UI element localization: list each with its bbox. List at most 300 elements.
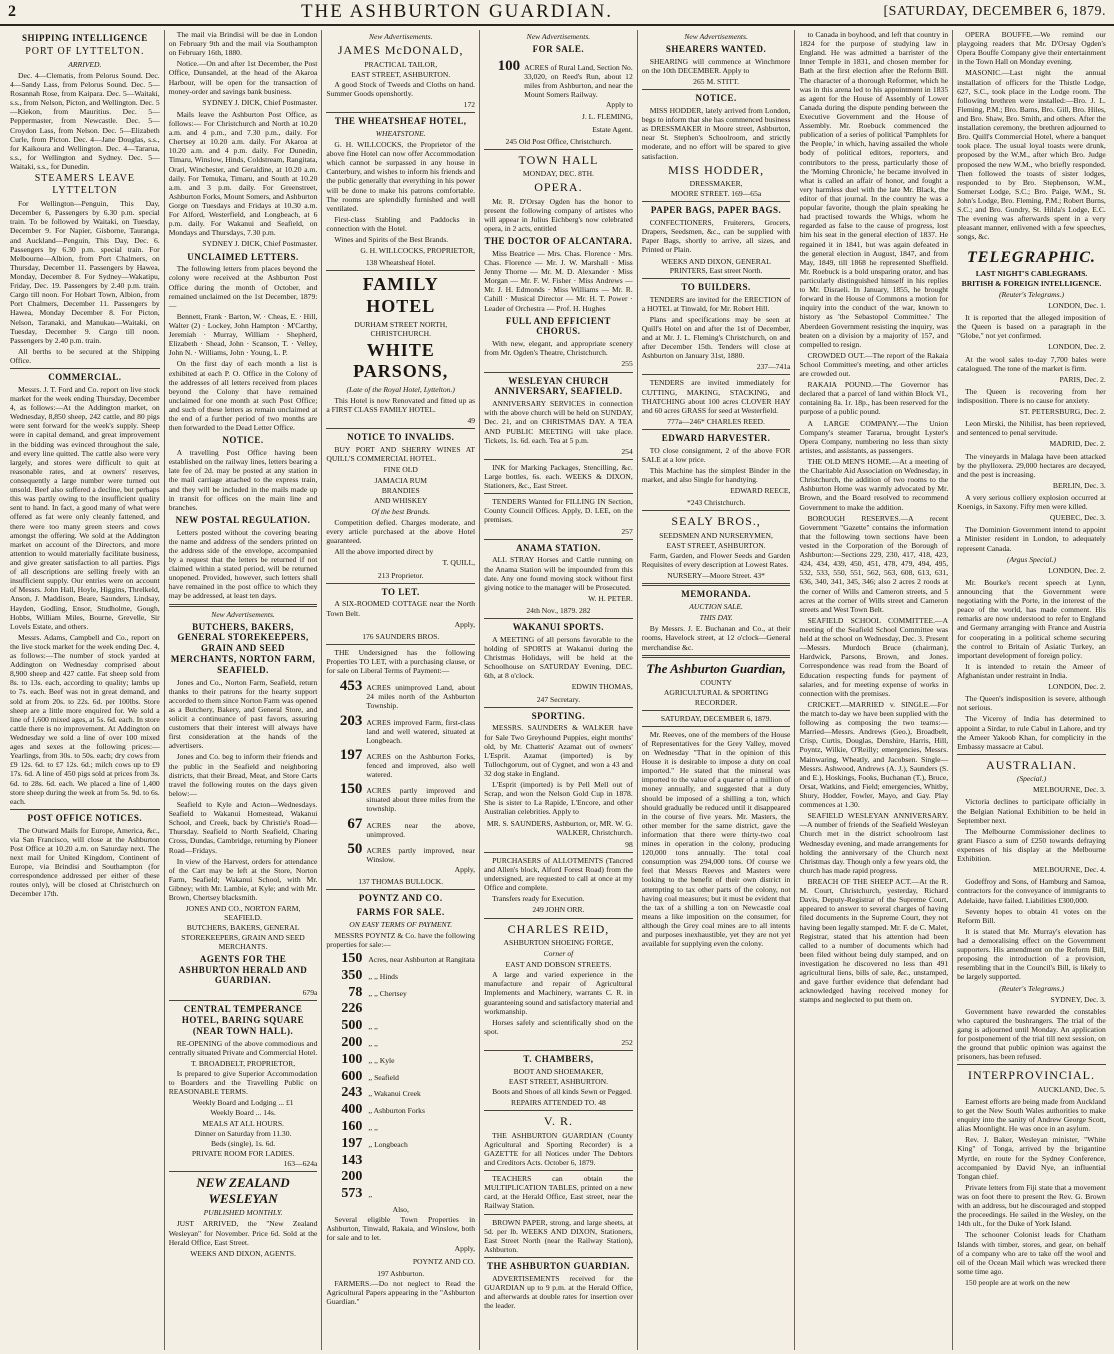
builders-heading: TO BUILDERS. <box>681 281 751 292</box>
acreage: 200 <box>341 1035 363 1051</box>
notice-heading: NOTICE. <box>695 93 737 104</box>
list-item <box>326 1136 475 1153</box>
butchers-harvest: In view of the Harvest, orders for attendance of the Cart may be left at the Store, Norton Farm, Seafield; Wakanui School, with Mr. Gibney; with Mr. Lambie, at Kyle; and with Mr. Brown, Chertsey blacksmith. <box>168 856 318 903</box>
butchers-text: Jones and Co., Norton Farm, Seafield, return thanks to their patrons for the hearty support accorded to them since Norton Farm was opened as a Butchery, Bakery, and General Store, and solicit a continuance of past favors, assuring customers that their interest will always have first consideration at the hands of the advertisers. <box>168 677 318 751</box>
commercial-report-adams: Messrs. Adams, Campbell and Co., report on the live stock market for the week ending Dec. 4, as follows:—The number of stock yarded at Addington on Wednesday comprised about 8,900 sheep and 427 cattle. Fat sheep sold from 8s. to 13s. each, according to quality; lambs up to 7s. each. Beef was not in great demand, and sold at from 20s. to 22s. 6d. per 100lbs. Store sheep are a little more enquired for. We sold a line of 1,600 mixed ages, at 5s. 6d. each. In store cattle there is no improvement. At Addington on Wednesday we sold a line of over 100 mixed ages and sexes at the following prices:—Yearlings, from 30s. to 50s. each; dry cows from £9 12s. 6d. to £7 12s. 6d.; milch cows up to £9 17s. 6d. A line of 450 pigs sold at prices from 3s. 6d. to 28s. 6d. each. We placed a line of 1,400 store sheep during the week at from 5s. 9d. to 6s. each. <box>10 632 160 806</box>
mcdonald-heading: JAMES McDONALD, <box>337 43 464 58</box>
list-item <box>326 1169 475 1186</box>
quill-footer <box>326 571 475 580</box>
issue-date: [SATURDAY, DECEMBER 6, 1879. <box>883 4 1106 19</box>
purchasers-text-2: Transfers ready for Execution. <box>492 894 585 904</box>
quill-number: 213 <box>377 570 390 580</box>
shearers-heading: SHEARERS WANTED. <box>665 44 767 55</box>
acreage: 600 <box>341 1068 363 1084</box>
column-3 <box>321 30 479 1350</box>
wesleyan-heading: WESLEYAN CHURCH ANNIVERSARY, SEAFIELD. <box>494 375 623 397</box>
farms-heading: FARMS FOR SALE. <box>356 906 445 917</box>
tenders-number: 257 <box>621 526 633 536</box>
reid-text: A large and varied experience in the manufacture and repair of Agricultural Implements and Machinery, warrants C. R. in guaranteeing sound and satisfactory material and workmanship. <box>484 970 633 1016</box>
temperance-proprietor: T. BROADBELT, PROPRIETOR, <box>190 1058 296 1068</box>
arrived-heading: ARRIVED. <box>68 59 102 69</box>
petersburg-text: Leon Mirski, the Nihilist, has been reprieved, and sentenced to penal servitude. <box>957 419 1106 438</box>
dateline-london-1: LONDON, Dec. 1. <box>1048 301 1106 311</box>
auction-heading: AUCTION SALE. <box>689 602 743 612</box>
dateline-berlin: BERLIN, Dec. 3. <box>1052 480 1106 490</box>
dateline-petersburg: ST. PETERSBURG, Dec. 2. <box>1019 407 1106 417</box>
list-item <box>326 968 475 985</box>
paper-bags-signature: WEEKS AND DIXON, GENERAL PRINTERS, East street North. <box>661 256 771 275</box>
paper-nameplate: The Ashburton Guardian, <box>646 660 786 676</box>
private-number: 163—624a <box>283 1158 318 1168</box>
auckland-text: Earnest efforts are being made from Auckland to get the New South Wales authorities to make enquiry into the sanity of Andrew George Scott, alias Moonlight. He was once in an asylum. <box>957 1096 1106 1134</box>
auckland-text-4: The schooner Colonist leads for Chatham Islands with timber, stores, and gear, on behalf of a company who are to take off the wool and oil of the Ocean Mail which was wrecked there some time ago. <box>957 1230 1106 1276</box>
divider <box>642 429 791 430</box>
divider <box>484 149 633 150</box>
dateline-london-3: LONDON, Dec. 2. <box>1048 565 1106 575</box>
london-1-text: It is reported that the alleged imposition of the Queen is based on a paragraph in the "Globe," not yet confirmed. <box>957 313 1106 341</box>
unclaimed-intro: The following letters from places beyond the colony were received at the Ashburton Post Office during the month of October, and remained unclaimed on the 1st December, 1879:— <box>168 264 318 310</box>
harvester-text: TO close consignment, 2 of the above FOR SALE at a low price. <box>641 445 791 464</box>
special-label: (Special.) <box>1016 774 1047 784</box>
acreage: 197 <box>339 746 363 763</box>
melbourne-2-text-3: It is stated that Mr. Murray's elevation has had a demoralising effect on the Government supporters. His amendment on the Reform Bill, proposing the introduction of a provision, resembling that in the Council's Bill, is likely to be largely supported. <box>957 926 1106 982</box>
melbourne-2-text-2: Seventy hopes to obtain 41 votes on the Reform Bill. <box>957 906 1106 925</box>
divider <box>642 583 791 586</box>
anama-number: 282 <box>579 605 591 615</box>
masthead <box>0 0 1114 26</box>
newspaper-title: THE ASHBURTON GUARDIAN. <box>300 1 614 22</box>
dunsandel-notice: Notice.—On and after 1st December, the Post Office, Dunsandel, at the head of the Akaroa Harbour, will be open for the transaction of money-order and savings bank business. <box>168 59 318 96</box>
quill-text-2: All the above imported direct by <box>334 547 434 557</box>
list-item <box>326 1119 475 1136</box>
list-item <box>326 840 475 864</box>
notice-heading: NOTICE. <box>222 435 264 446</box>
chorus-number: 255 <box>621 359 633 369</box>
harvester-signature: EDWARD REECE, <box>730 486 791 496</box>
divider <box>326 583 475 584</box>
mcdonald-sub: PRACTICAL TAILOR, <box>364 59 438 69</box>
divider <box>326 889 475 890</box>
builders-number: 237—741a <box>756 362 791 372</box>
wesleyan-magazine-text: JUST ARRIVED, the "New Zealand Wesleyan" for November. Price 6d. Sold at the Herald Office, East Street. <box>168 1219 318 1247</box>
divider <box>957 754 1106 755</box>
poyntz-signature: POYNTZ AND CO. <box>412 1256 476 1266</box>
unclaimed-note: On the first day of each month a list is exhibited at each P. O. Office in the Colony of the addresses of all letters received from places beyond the Colony that have remained unclaimed for one month at such Post Office; and such of these letters as remain unclaimed at the end of a further period of two months are then forwarded to the Dead Letter Office. <box>168 359 318 433</box>
new-ads-heading: New Advertisements. <box>211 609 275 619</box>
dinner: Dinner on Saturday from 11.30. <box>194 1128 292 1138</box>
quill-text: Competition defied. Charges moderate, and every article purchased at the above Hotel guaranteed. <box>326 517 476 546</box>
post-office-heading: POST OFFICE NOTICES. <box>27 812 143 823</box>
acreage: 67 <box>347 815 363 832</box>
divider <box>169 1171 318 1172</box>
chambers-repairs <box>484 1098 633 1107</box>
divider <box>326 270 475 271</box>
madrid-text: The vineyards in Malaga have been attacked by the phylloxera. 29,000 hectares are decayed, and the pest is increasing. <box>957 451 1106 479</box>
wesleyan-text: ANNIVERSARY SERVICES in connection with the above church will be held on SUNDAY, Dec. 21, and on CHRISTMAS DAY. A TEA AND PUBLIC MEETING will take place. Tickets, 1s. 6d. each. Tea at 5 p.m. <box>484 399 633 445</box>
columns <box>6 30 1110 1350</box>
for-sale-footer <box>484 137 633 146</box>
description: ,, ,, <box>368 1022 378 1032</box>
guardian-text: ADVERTISEMENTS received for the GUARDIAN up to 9 p.m. at the Herald Office, and afterwards at double rates for insertion over the leader. <box>484 1273 633 1311</box>
ink-notice: INK for Marking Packages, Stencilling, &c. Large bottles, 6s. each. WEEKS & DIXON, Stationers, &c., East Street. <box>484 462 633 491</box>
sporting-number: 98 <box>625 839 633 849</box>
divider <box>642 710 791 711</box>
auction-text: By Messrs. J. E. Buchanan and Co., at their rooms, Havelock street, at 12 o'clock—General merchandise &c. <box>641 624 791 652</box>
memoranda-heading: MEMORANDA. <box>681 589 751 600</box>
for-sale-heading: FOR SALE. <box>532 44 585 55</box>
list-item <box>326 1001 475 1018</box>
leader-article: Mr. Reeves, one of the members of the House of Representatives for the Grey Valley, moved on Wednesday "That in the opinion of this House it is desirable to impose a duty on coal imported." He stated that the mineral was imported to the value of a quarter of a million of money annually, and suggested that a duty should be imposed of a shilling a ton, which should gradually be reduced until it disappeared in the course of five years. Mr. Masters, the other member for the same district, gave the information that there were thirty-two coal mines in operation in the colony, producing 120,000 tons annually. The total coal consumption was 294,000 tons. Of course we feel that Messrs Reeves and Masters were looking to the benefit of their own district in attempting to tax other parts of the colony, not having coal measures; but it must be evident that the tax of a shilling a ton on Newcastle coal means a like imposition on the consumer, for although the Grey coal mines are to all intents and purposes inexhaustible, yet they are not yet available for supplying even the colony. <box>641 729 791 949</box>
acreage: 453 <box>339 678 363 695</box>
dateline-melbourne-1: MELBOURNE, Dec. 3. <box>1033 785 1106 795</box>
acreage: 500 <box>341 1018 363 1034</box>
hodder-heading: MISS HODDER, <box>668 162 765 177</box>
shearers-signature: M. STITT. <box>706 77 740 87</box>
sealy-text: Farm, Garden, and Flower Seeds and Garden Requisites of every description at Lowest Rates. <box>641 551 791 570</box>
sporting-heading: SPORTING. <box>531 710 586 721</box>
divider <box>484 1110 633 1111</box>
wheatsheaf-footer <box>326 258 475 267</box>
reuter-label: (Reuter's Telegrams.) <box>998 289 1064 299</box>
acreage: 160 <box>341 1119 363 1135</box>
cricket: CRICKET.—MARRIED v. SINGLE.—For the match to-day we have been supplied with the following as composing the two teams:—Married—Messrs. Andrews (Geo.), Broadbelt, Crisp, Curtis, Douglas, Denshire, Harris, Hill, Poyntz, Wilkie, O'Reilly; emergencies, Messrs. Mainwaring, Wheatly, and Jacobsen. Single—Messrs. Ashwood, Andrews (A. J.), Saunders (S. and E.), Hoskings, Fooks, Buchanan (T.), Bruce, Orsat, Watkins, and Field; emergencies, Whitby, Shury, Hodder, Fowler, Mayo, and Gay. Play commences at 1.30. <box>799 699 949 810</box>
lease-footer <box>326 877 475 886</box>
white-parsons-heading: WHITE PARSONS, <box>353 339 449 382</box>
for-sale-address: Old Post Office, Christchurch. <box>518 136 612 146</box>
acreage: 78 <box>348 984 363 1000</box>
rakaia-pound: RAKAIA POUND.—The Governor has declared that a parcel of land within Block VI., containing 8a. 1r. 18p., has been reserved for the purpose of a public pound. <box>799 380 949 417</box>
column-2 <box>164 30 322 1350</box>
sealy-address: EAST STREET, ASHBURTON. <box>666 540 766 550</box>
harvester-heading: EDWARD HARVESTER. <box>661 432 771 443</box>
paper-date: SATURDAY, DECEMBER 6, 1879. <box>660 713 772 723</box>
white-parsons-number: 49 <box>467 416 476 426</box>
for-sale-agent: Estate Agent. <box>592 124 633 134</box>
opera-bouffe: OPERA BOUFFE.—We remind our playgoing readers that Mr. D'Orsay Ogden's Opera Bouffe Company give their entertainment in the Town Hall on Monday evening. <box>957 30 1106 67</box>
agents-number: 679a <box>302 988 318 998</box>
melbourne-1-text: Victoria declines to participate officially in the Belgian National Exhibition to be held in September next. <box>957 797 1106 825</box>
to-let-text: A SIX-ROOMED COTTAGE near the North Town Belt. <box>326 599 476 618</box>
anama-footer <box>484 606 633 615</box>
commercial-heading: COMMERCIAL. <box>48 372 122 383</box>
description: ,, ,, <box>368 1039 378 1049</box>
poyntz-apply: Apply, <box>454 1244 476 1254</box>
to-let-signature: SAUNDERS BROS. <box>375 631 440 641</box>
large-company: A LARGE COMPANY.—The Union Company's steamer Tararua, brought Lyster's Opera Company, numbering no less than sixty artistes, and assistants, as passengers. <box>799 418 949 455</box>
temperance-heading: CENTRAL TEMPERANCE HOTEL, BARING SQUARE (NEAR TOWN HALL). <box>181 1004 305 1036</box>
divider <box>484 852 633 853</box>
harvester-number: *243 <box>686 498 703 508</box>
description: ACRES on the Ashburton Forks, fenced and improved, also well watered. <box>366 751 476 780</box>
divider <box>957 1064 1106 1065</box>
acreage: 573 <box>341 1186 363 1202</box>
list-item <box>326 1085 475 1102</box>
wheatsheaf-signature: G. H. WILLCOCKS, PROPRIETOR, <box>360 246 476 256</box>
chorus-text: With new, elegant, and appropriate scenery from Mr. Ogden's Theatre, Christchurch. <box>484 339 633 358</box>
sealy-number: 43* <box>753 571 765 581</box>
list-item <box>326 1018 475 1035</box>
argus-label: (Argus Special.) <box>1006 554 1056 564</box>
acreage: 350 <box>341 967 363 983</box>
seafield-wesleyan: SEAFIELD WESLEYAN ANNIVERSARY.—A number of friends of the Seafield Wesleyan Church met in the district schoolroom last Wednesday evening, and made arrangements for holding the anniversary of the Church next Christmas day. Though only a few years old, the church has made rapid progress. <box>799 811 949 875</box>
divider <box>484 493 633 494</box>
dateline-melbourne-2: MELBOURNE, Dec. 4. <box>1033 865 1106 875</box>
chambers-sub: BOOT AND SHOEMAKER, <box>513 1066 604 1076</box>
town-hall-date: MONDAY, DEC. 8TH. <box>522 169 594 179</box>
chorus-heading: FULL AND EFFICIENT CHORUS. <box>505 315 611 337</box>
london-4-text: The Queen's indisposition is severe, although not serious. <box>957 694 1106 713</box>
poyntz-intro: MESSRS POYNTZ & Co. have the following properties for sale:— <box>326 930 476 949</box>
builders-text: TENDERS are invited for the ERECTION of a HOTEL at Tinwald, for Mr. Robert Hill. <box>641 294 791 313</box>
opera-title: THE DOCTOR OF ALCANTARA. <box>484 236 633 247</box>
quill-signature: T. QUILL, <box>442 558 476 568</box>
melbourne-2-text: Godeffroy and Sons, of Hamburg and Samoa, contractors for the conveyance of immigrants to Adelaide, have failed. Liabilities £300,000. <box>957 877 1106 905</box>
divider <box>642 655 791 658</box>
wheatsheaf-sub: WHEATSTONE. <box>375 128 426 138</box>
divider <box>484 618 633 619</box>
quill-proprietor: Proprietor. <box>391 570 424 580</box>
reid-text-2: Horses safely and scientifically shod on the spot. <box>484 1017 633 1036</box>
divider <box>326 112 475 113</box>
to-let-number: 176 <box>362 631 374 641</box>
list-item <box>326 815 475 839</box>
jamaica-rum: JAMACIA RUM <box>374 475 427 485</box>
best-brands: Of the best Brands. <box>371 506 431 516</box>
to-let-apply: Apply, <box>454 619 476 629</box>
wesleyan-magazine-sub: PUBLISHED MONTHLY. <box>203 1208 283 1218</box>
acreage: 50 <box>347 840 363 857</box>
reid-corner: Corner of <box>543 949 574 958</box>
to-let-heading: TO LET. <box>381 586 420 597</box>
wesleyan-number: 254 <box>621 446 633 456</box>
chambers-heading: T. CHAMBERS, <box>523 1054 594 1065</box>
family-hotel-heading: FAMILY HOTEL <box>362 274 439 316</box>
jones-signature: JONES AND CO., NORTON FARM, SEAFIELD. <box>185 904 301 923</box>
divider <box>642 374 791 375</box>
notice-text: A travelling Post Office having been established on the railway lines, letters bearing a late fee of 2d. may be posted at any station in the mail carriage attached to the express train, and they will be included in the mails made up in transit for offices on the main line and branches. <box>168 448 318 512</box>
list-item <box>326 746 475 779</box>
anama-date: 24th Nov., 1879. <box>526 605 578 615</box>
auckland-text-3: Private letters from Fiji state that a movement was on foot there to present the Rev. G. Brown with an address, but he discouraged and stopped the proceedings. He sailed in the Wesley, on the 14th ult., for the Duke of York Island. <box>957 1182 1106 1229</box>
divider <box>642 201 791 202</box>
wakanui-footer <box>484 695 633 704</box>
list-item <box>326 712 475 745</box>
column-7 <box>952 30 1110 1350</box>
divider <box>642 726 791 727</box>
list-item <box>326 951 475 968</box>
lease-signature: THOMAS BULLOCK. <box>371 877 444 887</box>
australian-heading: AUSTRALIAN. <box>986 757 1077 772</box>
new-ads-heading: New Advertisements. <box>368 32 433 41</box>
divider <box>484 539 633 540</box>
description: ACRES partly improved, near Winslow. <box>366 845 476 864</box>
london-4-text-2: The Viceroy of India has determined to appoint a Sirdar, to rule Cabul in Lahore, and try the Ameer Yakoob Khan, for complicity in the Embassy massacre at Cabul. <box>957 714 1106 751</box>
wheatsheaf-wines: Wines and Spirits of the Best Brands. <box>334 235 449 245</box>
for-sale-count: 100 <box>497 57 521 74</box>
beds: Beds (single), 1s. 6d. <box>210 1138 276 1148</box>
poyntz-town-properties: Several eligible Town Properties in Ashburton, Tinwald, Rakaia, and Winslow, both for sale and to let. <box>326 1215 476 1243</box>
description: ,, Wakanui Creek <box>368 1089 421 1099</box>
postmaster-signature: SYDNEY J. DICK, Chief Postmaster. <box>202 97 318 107</box>
divider <box>326 428 475 429</box>
chambers-number: 48 <box>598 1098 606 1108</box>
description: ACRES partly improved and situated about three miles from the township. <box>366 786 476 814</box>
mail-schedule: Mails leave the Ashburton Post Office, as follows:— For Christchurch and North at 10.20 a.m. and 4 p.m., and 7.30 p.m., daily. For Chertsey at 10.20 a.m. daily. For Akaroa at 10.20 a.m. and 4 p.m. daily. For Dunedin, Timaru, Winslow, Hinds, Coldstream, Rangitata, Orari, Winchester, and Geraldine, at 10.20 a.m. daily. For Temuka, Timaru, and South at 10.20 a.m. and 3 p.m. daily. For Greenstreet, Ashburton Forks, Mount Somers, and Ashburton Gorge on Tuesdays and Fridays at 10.30 a.m. For Alford, Westerfield, and Longbeach, at 6 p.m. daily. For Wakanui and Seafield, on Mondays and Thursdays, 7.30 p.m. <box>168 109 318 238</box>
telegraphic-heading: TELEGRAPHIC. <box>967 248 1096 266</box>
agents-heading: AGENTS FOR THE ASHBURTON HERALD AND GUARDIAN. <box>178 953 308 986</box>
divider <box>484 1257 633 1258</box>
wakanui-number: 247 <box>536 694 549 704</box>
list-item <box>326 1153 475 1170</box>
unclaimed-heading: UNCLAIMED LETTERS. <box>187 251 299 262</box>
wheatsheaf-number: 138 <box>365 258 378 268</box>
paper-bags-heading: PAPER BAGS, PAPER BAGS. <box>650 205 782 216</box>
reid-address: EAST AND DOBSON STREETS. <box>505 960 612 970</box>
sealy-footer <box>642 571 791 580</box>
vr-text: THE ASHBURTON GUARDIAN (County Agricultural and Sporting Recorder) is a GAZETTE for all Notices under The Debtors and Creditors Acts. October 6, 1879. <box>484 1130 633 1168</box>
description: ACRES unimproved Land, about 24 miles north of the Ashburton Township. <box>366 683 476 711</box>
new-ads-heading: New Advertisements. <box>684 32 748 41</box>
list-item <box>326 677 475 710</box>
dateline-sydney: SYDNEY, Dec. 3. <box>1050 994 1106 1004</box>
divider <box>484 1050 633 1051</box>
wakanui-text: A MEETING of all persons favorable to the holding of SPORTS at Wakanui during the Christmas Holidays, will be held at the Schoolhouse on SATURDAY Evening, DEC. 6th, at 8 o'clock. <box>484 634 633 681</box>
list-item <box>326 1102 475 1119</box>
wakanui-signature: EDWIN THOMAS, <box>571 682 633 692</box>
shipping-heading: SHIPPING INTELLIGENCE <box>21 33 148 43</box>
poyntz-heading: POYNTZ AND CO. <box>358 893 443 904</box>
cutting-text: TENDERS are invited immediately for CUTTING, MAKING, STACKING, and THATCHING about 100 acres CLOVER HAY and 60 acres GRASS for seed at Westerfield. <box>641 378 791 415</box>
description: ,, ,, Hinds <box>368 971 398 981</box>
anama-signature: W. H. PETER. <box>588 593 633 603</box>
melbourne-1-text-2: The Melbourne Commissioner declines to grant Fiasco a sum of £250 towards defraying expenses of his display at the Melbourne Exhibition. <box>957 826 1106 864</box>
page-number: 2 <box>8 3 16 20</box>
hodder-sub: DRESSMAKER, <box>689 179 743 189</box>
unclaimed-names: Bennett, Frank · Barton, W. · Cheas, E. · Hill, Walter (2) · Lockey, John Hampton · M'Carthy, Jeremiah · Murray, William · Shepherd, Elizabeth · Shead, John · Scanson, T. · Velley, John N. · Williams, John · Young, L. P. <box>168 311 318 358</box>
invalids-text: BUY PORT AND SHERRY WINES AT QUILL'S COMMERCIAL HOTEL. <box>326 445 476 464</box>
quebec-text: The Dominion Government intend to appoint a Minister resident in London, to adequately represent Canada. <box>957 525 1106 553</box>
town-hall-heading: TOWN HALL <box>518 152 599 167</box>
teachers-notice: TEACHERS can obtain the MULTIPLICATION TABLES, printed on a new card, at the Herald Office, East street, near the Railway Station. <box>484 1174 633 1211</box>
tenders-notice: TENDERS Wanted for FILLING IN Section, County Council Offices. Apply, D. LEE, on the premises. <box>484 497 633 525</box>
for-sale-signature: J. L. FLEMING, <box>581 112 633 122</box>
reid-number: 252 <box>621 1037 633 1047</box>
sporting-text: MESSRS. SAUNDERS & WALKER have for Sale Two Greyhound Puppies, eight months' old, by Mr. Chatteris' Azamat out of owners' L'Esprit. Azamat (imported) is by Tullochgorum, out of Cygnet, and won a 43 and 32 dog stake in England. <box>484 723 633 778</box>
invalids-heading: NOTICE TO INVALIDS. <box>347 432 455 443</box>
dateline-london-4: LONDON, Dec. 2. <box>1048 682 1106 692</box>
wheatsheaf-stabling: First-class Stabling and Paddocks in connection with the Hotel. <box>326 214 476 233</box>
brown-paper-notice: BROWN PAPER, strong, and large sheets, at 5d. per lb. WEEKS AND DIXON, Stationers, East Street North (near the Railway Station), Ashburton. <box>484 1217 633 1254</box>
column-6 <box>794 30 952 1350</box>
description: ,, Seafield <box>368 1072 399 1082</box>
acreage: 400 <box>341 1102 363 1118</box>
column-5 <box>637 30 795 1350</box>
anama-heading: ANAMA STATION. <box>516 542 601 553</box>
mcdonald-text: A good Stock of Tweeds and Cloths on hand. Summer Goods openshortly. <box>326 79 476 98</box>
reid-heading: CHARLES REID, <box>507 921 610 936</box>
poyntz-number: 197 <box>377 1268 389 1278</box>
auckland-text-5: 150 people are at work on the new <box>965 1277 1070 1287</box>
port-heading: PORT OF LYTTELTON. <box>25 45 145 57</box>
for-sale-apply: Apply to <box>605 100 633 110</box>
berlin-text: A very serious colliery explosion occurred at Koenigs, in Saxony. Fifty men were killed. <box>957 493 1106 512</box>
description: ,, ,, <box>368 1123 378 1133</box>
divider <box>326 644 475 645</box>
wakanui-secretary: Secretary. <box>550 694 581 704</box>
cutting-number: 777a—246* <box>667 416 705 426</box>
paper-bags-text: CONFECTIONERS, Fruiterers, Grocers, Drapers, Seedsmen, &c., can be supplied with Paper Bags, shortly to arrive, all sizes, and Printed or Plain. <box>641 218 791 255</box>
column-4 <box>479 30 637 1350</box>
whiskey: AND WHISKEY <box>374 495 428 505</box>
sealy-sub: SEEDSMEN AND NURSERYMEN, <box>659 530 773 540</box>
shearers-text: SHEARING will commence at Winchmore on the 10th DECEMBER. Apply to <box>641 56 791 76</box>
farmers-notice: FARMERS.—Do not neglect to Read the Agricultural Papers appearing in the "Ashburton Guardian." <box>326 1278 476 1307</box>
opera-text: Mr. R. D'Orsay Ogden has the honor to present the following company of artistes who will appear in Julius Eichberg's now celebrated opera, in 2 acts, entitled <box>484 196 633 233</box>
reid-sub: ASHBURTON SHOEING FORGE, <box>503 937 614 947</box>
harvester-footer <box>642 498 791 507</box>
butchers-heading: BUTCHERS, BAKERS, GENERAL STOREKEEPERS, GRAIN AND SEED MERCHANTS, NORTON FARM, SEAFIELD. <box>170 621 316 675</box>
white-parsons-text: This Hotel is now Renovated and fitted up as a FIRST CLASS FAMILY HOTEL. <box>326 396 476 415</box>
divider <box>484 1214 633 1215</box>
temperance-text: RE-OPENING of the above commodious and centrally situated Private and Commercial Hotel. <box>168 1038 318 1057</box>
list-item <box>326 1052 475 1069</box>
acreage: 226 <box>341 1001 363 1017</box>
sydney-text: Government have rewarded the constables who captured the bushrangers. The trial of the gang is adjourned until Monday. An application for postponement of the trial till next session, on the ground that public opinion was against the prisoners, has been refused. <box>957 1006 1106 1062</box>
opera-cast: Miss Beatrice — Mrs. Chas. Florence · Mrs. Chas. Florence — Mr. J. W. Marshall · Miss Jenny Thorne — Mr. M. D. Alexander · Miss Morgan — Mr. F. W. Fisher · Miss Andrews — Mr. J. H. Edmonds · Miss Williams — Mr. R. Cahill · Musical Director — Mr. H. T. Power · Leader of Orchestra — Prof. H. Hughes <box>484 248 633 313</box>
paper-county: COUNTY <box>700 678 732 688</box>
acreage: 197 <box>341 1135 363 1151</box>
meals: MEALS AT ALL HOURS. <box>202 1118 284 1128</box>
jones-trades: BUTCHERS, BAKERS, GENERAL STOREKEEPERS, GRAIN AND SEED MERCHANTS. <box>181 923 305 951</box>
description: ,, Ashburton Forks <box>368 1106 425 1116</box>
postmaster-signature: SYDNEY J. DICK, Chief Postmaster. <box>202 239 318 249</box>
london-2-text: At the wool sales to-day 7,700 bales were catalogued. The tone of the market is firm. <box>957 354 1106 373</box>
acreage: 200 <box>341 1169 363 1185</box>
builders-text-2: Plans and specifications may be seen at Quill's Hotel on and after the 1st of December, and at Mr. J. L. Fleming's Christchurch, on and after December 15th. Tenders will close at Ashburton on January 31st, 1880. <box>641 314 791 361</box>
for-sale-number: 245 <box>505 136 517 146</box>
divider <box>10 368 160 369</box>
london-3-text: Mr. Bourke's recent speech at Lynn, announcing that the Government were negotiating with the Porte, in the interest of the peace of the world, has made comment. His remarks are now understood to refer to England and Germany arranging with France and Austria for cooperating in a political scheme securing the control to Britain of Asiatic Turkey, an important development of foreign policy. <box>957 577 1106 660</box>
acreage: 100 <box>341 1051 363 1067</box>
old-mens-home: THE OLD MEN'S HOME.—At a meeting of the Charitable Aid Association on Wednesday, in Christchurch, the addition of two rooms to the Ashburton Home was warmly advocated by Mr. Brown, and the Board resolved to recommend Government to make the addition. <box>799 457 949 512</box>
description: ACRES improved Farm, first-class land and well watered, situated at Longbeach. <box>366 717 476 745</box>
hodder-text: MISS HODDER, lately arrived from London, begs to inform that she has commenced business as DRESSMAKER in Moore street, Ashburton, near St. Stephen's Schoolroom, and strictly moderate, and no effort will be spared to give satisfaction. <box>641 106 791 161</box>
wheatsheaf-signature-2: Wheatsheaf Hotel. <box>379 258 436 268</box>
dateline-paris: PARIS, Dec. 2. <box>1059 374 1106 384</box>
poyntz-footer <box>326 1269 475 1278</box>
acreage: 143 <box>341 1152 363 1168</box>
cutting-footer <box>642 417 791 426</box>
paper-tagline: AGRICULTURAL & SPORTING RECORDER. <box>663 688 769 707</box>
list-item <box>326 1069 475 1086</box>
opera-heading: OPERA. <box>534 180 583 195</box>
breach-sheep-act: BREACH OF THE SHEEP ACT.—At the R. M. Court, Christchurch, yesterday, Richard Davis, Deputy-Registrar of the Supreme Court, appeared to answer to several charges of having filed documents in the Supreme Court, they not having been legally stamped. Mr. F. de C. Malet, Registrar, stated that his attention had been called to a number of documents which had been filed without being duly stamped, and on investigation he discovered no less than 491 agricultural liens, bills of sale, &c., unstamped, and gave further evidence that defendant had acknowledged having received money for stamps and neglected to put them on. <box>799 876 949 1005</box>
purchasers-signature: JOHN ORR. <box>545 905 585 915</box>
sealy-nursery: NURSERY—Moore Street. <box>667 571 752 581</box>
family-hotel-address: DURHAM STREET NORTH, CHRISTCHURCH. <box>354 319 448 338</box>
divider <box>642 510 791 511</box>
wheatsheaf-heading: THE WHEATSHEAF HOTEL, <box>334 116 467 127</box>
brandies: BRANDIES <box>381 485 420 495</box>
chambers-repairs-text: REPAIRS ATTENDED TO. <box>511 1098 597 1108</box>
list-item <box>326 985 475 1002</box>
leader-continued: to Canada in boyhood, and left that country in 1824 for the purpose of studying law in England. He was admitted a barrister of the Inner Temple in 1831, and chosen member for Bath at the first election after the Reform Bill. The character of a thorough Reformer, which he was in this arena led to his appointment in 1835 as agent for the House of Assembly of Lower Canada during the dispute pending between the Executive Government and the House of Assembly. Mr. Roebuck commenced the publication of a series of political 'Pamphlets for the People,' in which, having assailed the whole body of political editors, reporters, and contributors to the press, particularly those of the 'Morning Chronicle,' he became involved in what is called an affair of honor, and fought a very harmless duel with the late Mr. Black, the editor of that journal. In the country he was a popular favorite, though the plain speaking he had practised towards the Whigs, whom he regarded as false to the cause of progress, lost him his seat in the general election of 1837. He regained it in 1841, but was again defeated in the general election in August, 1847, and from May, 1849, till 1868 he represented Sheffield. Mr. Roebuck is a bold unsparing orator, and has particularly distinguished himself in his replies to Mr. Disraeli. In January, 1855, he brought forward in the House of Commons a motion for inquiry into the conduct of the war, known to history as 'the Sebastopol Committee.' The Aberdeen Government resisting the inquiry, was beaten on a division by a majority of 157, and compelled to resign. <box>799 30 949 349</box>
acreage: 150 <box>341 951 363 967</box>
farms-list <box>326 951 475 1203</box>
crowded-out: CROWDED OUT.—The report of the Rakaia School Committee's meeting, and other articles are crowded out. <box>799 350 949 379</box>
chambers-address: EAST STREET, ASHBURTON. <box>508 1077 608 1086</box>
masonic: MASONIC.—Last night the annual installation of officers for the Thistle Lodge, 627, S.C., took place in the Lodge room. The following brethren were installed:—Bro. J. L. Fleming, P.M.; Bro. Barns, Bro. Gill, Bro. Hiles, and Bro. Shaw, Bro. Smith, and others. After the installation ceremony, the brethren adjourned to Bro. Quill's Commercial Hotel, where a banquet took place. The usual loyal toasts were drunk, proposed by the W.M., after which Bro. Judge proposed the new W.M., who briefly responded. Then followed the toasts of sister lodges, responded to by Bro. Stephenson, W.M., Somerset Lodge, S.C.; Bro. Paige, W.M., St. John's Lodge, Bro. Fleming, P.M.; Robert Burns, S.C.; and Bro. Gundry, St. Hilda's Lodge, E.C. The evening was afterwards spent in a very pleasant manner, enlivened with a few speeches, songs, &c. <box>957 68 1106 242</box>
